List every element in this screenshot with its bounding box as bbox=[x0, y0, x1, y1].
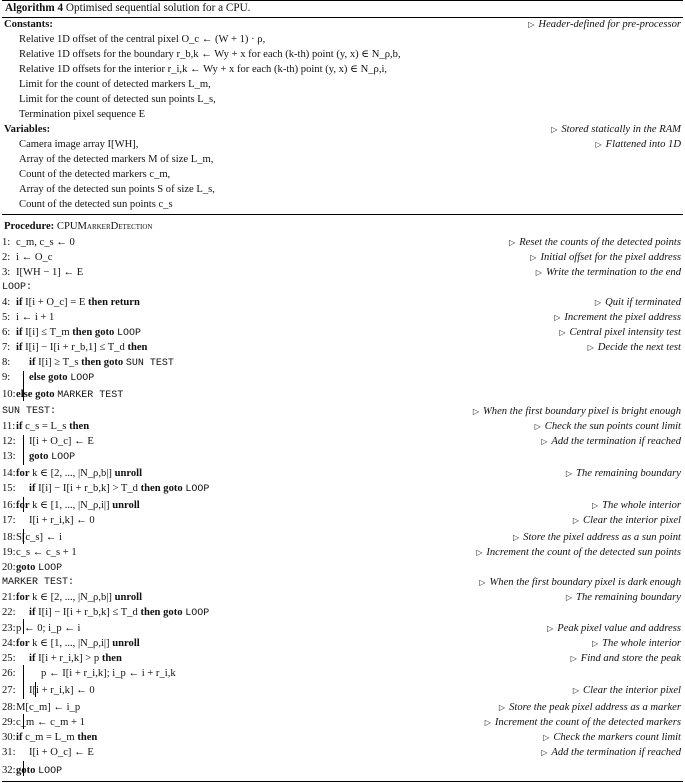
step-code: I[i + O_c] ← E bbox=[29, 436, 94, 447]
top-rule bbox=[2, 0, 683, 1]
step-comment: ▷ Write the termination to the end bbox=[535, 267, 681, 278]
line-number: 19: bbox=[2, 547, 16, 558]
step-comment: ▷ Central pixel intensity test bbox=[559, 327, 681, 338]
label-sun-test bbox=[2, 405, 683, 419]
step-line bbox=[2, 371, 683, 385]
line-number: 1: bbox=[2, 237, 11, 248]
line-number: 24: bbox=[2, 638, 16, 649]
algorithm-title bbox=[5, 2, 250, 14]
step-code: i ← O_c bbox=[16, 252, 53, 263]
step-comment: ▷ Check the sun points count limit bbox=[534, 421, 681, 432]
step-line bbox=[2, 637, 683, 651]
procedure-header: Procedure: CPUMarkerDetection bbox=[4, 221, 153, 232]
step-line bbox=[2, 701, 683, 715]
step-line bbox=[2, 356, 683, 370]
step-line bbox=[2, 467, 683, 481]
step-code: if c_s = L_s then bbox=[16, 421, 90, 432]
step-comment: ▷ Clear the interior pixel bbox=[572, 515, 681, 526]
line-number: 18: bbox=[2, 532, 16, 543]
step-code: p ← 0; i_p ← i bbox=[16, 623, 81, 634]
step-line bbox=[2, 764, 683, 778]
step-code: if I[i] − I[i + r_b,k] > T_d then goto LOOP bbox=[29, 483, 210, 495]
variable-line: Count of the detected sun points c_s bbox=[19, 199, 173, 210]
step-comment: ▷ The remaining boundary bbox=[565, 468, 681, 479]
block-bar bbox=[23, 619, 24, 634]
step-code: if I[i] − I[i + r_b,k] ≤ T_d then goto LOOP bbox=[29, 607, 210, 619]
bottom-rule bbox=[2, 781, 683, 782]
line-number: 31: bbox=[2, 747, 16, 758]
line-number: 11: bbox=[2, 421, 16, 432]
line-number: 23: bbox=[2, 623, 16, 634]
step-comment: ▷ Increment the count of the detected sun points bbox=[476, 547, 681, 558]
line-number: 29: bbox=[2, 717, 16, 728]
step-line bbox=[2, 420, 683, 434]
step-line bbox=[2, 606, 683, 620]
line-number: 14: bbox=[2, 468, 16, 479]
step-line bbox=[2, 514, 683, 528]
step-comment: ▷ Reset the counts of the detected points bbox=[509, 237, 681, 248]
step-line bbox=[2, 435, 683, 449]
line-number: 8: bbox=[2, 357, 11, 368]
label-loop bbox=[2, 281, 683, 295]
step-comment: ▷ Quit if terminated bbox=[594, 297, 681, 308]
label-marker-test bbox=[2, 576, 683, 590]
step-line bbox=[2, 591, 683, 605]
variables-comment: ▷ Stored statically in the RAM bbox=[551, 124, 681, 135]
constants-comment: ▷ Header-defined for pre-processor bbox=[528, 19, 681, 30]
goto-label: MARKER TEST: bbox=[2, 577, 75, 588]
step-code: for k ∈ [1, ..., |N_ρ,i|] unroll bbox=[16, 638, 140, 649]
step-line bbox=[2, 499, 683, 513]
constant-line: Limit for the count of detected sun points L_s, bbox=[19, 94, 216, 105]
constants-header: Constants: ▷ Header-defined for pre-processor bbox=[4, 19, 681, 30]
step-line bbox=[2, 731, 683, 745]
step-line bbox=[2, 482, 683, 496]
constant-line: Relative 1D offsets for the interior r_i,k ← Wy + x for each (k-th) point (y, x) ∈ N_ρ,i, bbox=[19, 64, 388, 75]
line-number: 17: bbox=[2, 515, 16, 526]
step-code: if I[i + r_i,k] > p then bbox=[29, 653, 122, 664]
line-number: 13: bbox=[2, 451, 16, 462]
variables-header: Variables: ▷ Stored statically in the RAM bbox=[4, 124, 681, 135]
line-number: 16: bbox=[2, 500, 16, 511]
step-comment: ▷ Increment the count of the detected markers bbox=[484, 717, 681, 728]
flatten-comment: ▷ Flattened into 1D bbox=[595, 139, 681, 150]
step-code: I[i + r_i,k] ← 0 bbox=[29, 685, 95, 696]
line-number: 9: bbox=[2, 372, 11, 383]
step-code: p ← I[i + r_i,k]; i_p ← i + r_i,k bbox=[41, 668, 176, 679]
step-line bbox=[2, 341, 683, 355]
step-code: goto LOOP bbox=[16, 562, 63, 574]
block-bar bbox=[23, 761, 24, 776]
variable-line: Count of the detected markers c_m, bbox=[19, 169, 171, 180]
step-line bbox=[2, 684, 683, 698]
block-bar bbox=[23, 714, 24, 729]
step-line bbox=[2, 326, 683, 340]
step-code: I[i + r_i,k] ← 0 bbox=[29, 515, 95, 526]
line-number: 4: bbox=[2, 297, 11, 308]
constant-line: Relative 1D offset of the central pixel O_c ← (W + 1) · ρ, bbox=[19, 34, 266, 45]
step-comment: ▷ Store the peak pixel address as a marker bbox=[498, 702, 681, 713]
step-comment: ▷ The whole interior bbox=[591, 638, 681, 649]
step-code: M[c_m] ← i_p bbox=[16, 702, 81, 713]
step-line bbox=[2, 296, 683, 310]
step-code: S[c_s] ← i bbox=[16, 532, 62, 543]
middle-rule bbox=[2, 214, 683, 215]
constant-line: Relative 1D offsets for the boundary r_b,k ← Wy + x for each (k-th) point (y, x) ∈ N_ρ,b, bbox=[19, 49, 401, 60]
step-code: I[i + O_c] ← E bbox=[29, 747, 94, 758]
line-number: 27: bbox=[2, 685, 16, 696]
step-code: for k ∈ [2, ..., |N_ρ,b|] unroll bbox=[16, 592, 143, 603]
step-comment: ▷ Increment the pixel address bbox=[554, 312, 681, 323]
step-code: if I[i + O_c] = E then return bbox=[16, 297, 140, 308]
step-code: if I[i] ≥ T_s then goto SUN TEST bbox=[29, 357, 174, 369]
step-code: if I[i] − I[i + r_b,1] ≤ T_d then bbox=[16, 342, 148, 353]
line-number: 5: bbox=[2, 312, 11, 323]
step-comment: ▷ The remaining boundary bbox=[565, 592, 681, 603]
step-line bbox=[2, 311, 683, 325]
goto-label: LOOP: bbox=[2, 282, 33, 293]
step-code: goto LOOP bbox=[16, 765, 63, 777]
step-comment: ▷ Initial offset for the pixel address bbox=[530, 252, 681, 263]
step-comment: ▷ Add the termination if reached bbox=[541, 436, 681, 447]
line-number: 22: bbox=[2, 607, 16, 618]
step-line bbox=[2, 622, 683, 636]
step-line bbox=[2, 561, 683, 575]
step-comment: ▷ Find and store the peak bbox=[570, 653, 681, 664]
step-line bbox=[2, 388, 683, 402]
block-bar bbox=[23, 435, 24, 465]
algorithm-label: Algorithm 4 bbox=[5, 2, 64, 14]
line-number: 25: bbox=[2, 653, 16, 664]
block-bar bbox=[23, 497, 24, 512]
step-code: I[WH − 1] ← E bbox=[16, 267, 84, 278]
step-comment: ▷ Store the pixel address as a sun point bbox=[513, 532, 681, 543]
step-line bbox=[2, 546, 683, 560]
block-bar bbox=[23, 665, 24, 699]
step-code: goto LOOP bbox=[29, 451, 76, 463]
step-code: c_m ← c_m + 1 bbox=[16, 717, 85, 728]
line-number: 20: bbox=[2, 562, 16, 573]
step-comment: ▷ The whole interior bbox=[591, 500, 681, 511]
step-code: else goto MARKER TEST bbox=[16, 389, 124, 401]
step-line bbox=[2, 251, 683, 265]
constant-line: Limit for the count of detected markers L_m, bbox=[19, 79, 211, 90]
step-comment: ▷ When the first boundary pixel is dark enough bbox=[479, 577, 681, 588]
step-line bbox=[2, 236, 683, 250]
procedure-name: CPUMarkerDetection bbox=[56, 221, 153, 232]
variable-line: Array of the detected sun points S of size L_s, bbox=[19, 184, 215, 195]
step-line bbox=[2, 667, 683, 681]
line-number: 28: bbox=[2, 702, 16, 713]
block-bar bbox=[23, 371, 24, 401]
step-code: else goto LOOP bbox=[29, 372, 95, 384]
step-line bbox=[2, 266, 683, 280]
step-line bbox=[2, 652, 683, 666]
step-code: c_m, c_s ← 0 bbox=[16, 237, 75, 248]
line-number: 3: bbox=[2, 267, 11, 278]
step-line bbox=[2, 450, 683, 464]
step-code: if I[i] ≤ T_m then goto LOOP bbox=[16, 327, 142, 339]
step-line bbox=[2, 716, 683, 730]
block-bar bbox=[35, 682, 36, 697]
step-comment: ▷ Peak pixel value and address bbox=[547, 623, 681, 634]
line-number: 2: bbox=[2, 252, 11, 263]
line-number: 30: bbox=[2, 732, 16, 743]
line-number: 26: bbox=[2, 668, 16, 679]
step-comment: ▷ Check the markers count limit bbox=[543, 732, 681, 743]
step-code: for k ∈ [2, ..., |N_ρ,b|] unroll bbox=[16, 468, 143, 479]
step-comment: ▷ Add the termination if reached bbox=[541, 747, 681, 758]
algorithm-caption: Optimised sequential solution for a CPU. bbox=[65, 2, 251, 14]
line-number: 10: bbox=[2, 389, 16, 400]
line-number: 32: bbox=[2, 765, 16, 776]
step-code: c_s ← c_s + 1 bbox=[16, 547, 77, 558]
step-comment: ▷ When the first boundary pixel is bright enough bbox=[472, 406, 681, 417]
step-code: for k ∈ [1, ..., |N_ρ,i|] unroll bbox=[16, 500, 140, 511]
step-comment: ▷ Clear the interior pixel bbox=[572, 685, 681, 696]
line-number: 12: bbox=[2, 436, 16, 447]
goto-label: SUN TEST: bbox=[2, 406, 57, 417]
block-bar bbox=[23, 529, 24, 544]
step-code: i ← i + 1 bbox=[16, 312, 55, 323]
step-code: if c_m = L_m then bbox=[16, 732, 98, 743]
variable-line: Array of the detected markers M of size L_m, bbox=[19, 154, 214, 165]
step-comment: ▷ Decide the next test bbox=[587, 342, 681, 353]
line-number: 21: bbox=[2, 592, 16, 603]
step-line bbox=[2, 531, 683, 545]
constant-line: Termination pixel sequence E bbox=[19, 109, 146, 120]
line-number: 6: bbox=[2, 327, 11, 338]
line-number: 7: bbox=[2, 342, 11, 353]
step-line bbox=[2, 746, 683, 760]
line-number: 15: bbox=[2, 483, 16, 494]
variable-line: Camera image array I[WH], ▷ Flattened into 1D bbox=[19, 139, 681, 150]
